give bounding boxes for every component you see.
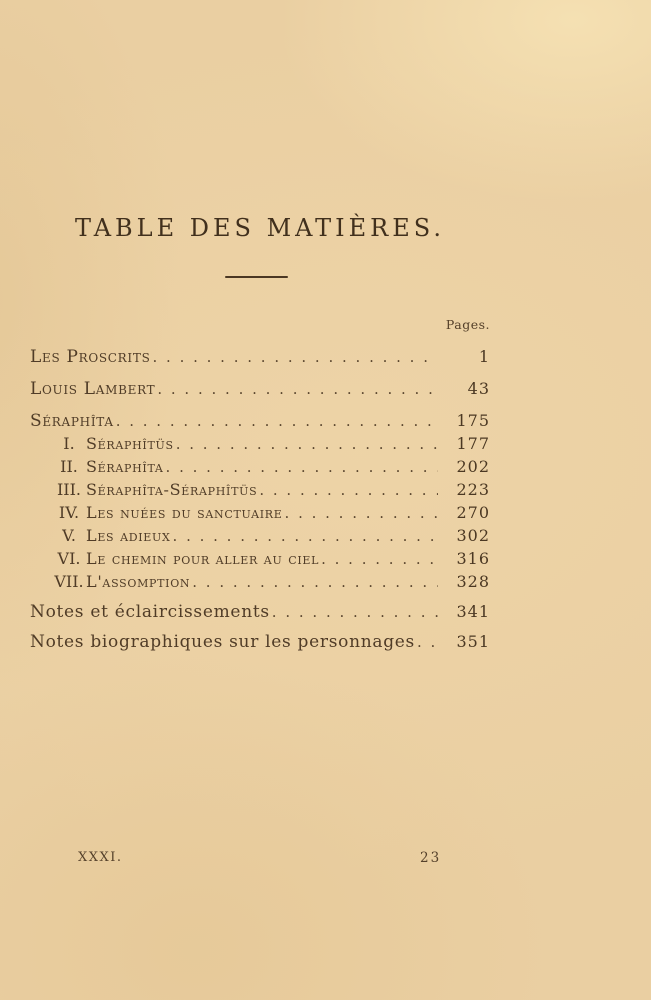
- toc-entry-numeral: II.: [60, 457, 78, 476]
- toc-entry-numeral: IV.: [58, 503, 80, 522]
- toc-entry-label: Les nuées du sanctuaire: [86, 503, 283, 522]
- toc-entry-label: Le chemin pour aller au ciel: [86, 549, 320, 568]
- toc-entry-label: Séraphîta: [86, 457, 164, 476]
- toc-entry: [30, 378, 490, 400]
- toc-leader-dots: [272, 601, 438, 623]
- toc-entry-page: 177: [456, 434, 490, 453]
- toc-entry: [30, 433, 490, 455]
- toc-entry-page: 1: [478, 347, 490, 366]
- toc-leader-dots: [176, 433, 438, 455]
- toc-entry-label: Les Proscrits: [30, 347, 151, 367]
- toc-leader-dots: [173, 525, 438, 547]
- toc-leader-dots: [166, 456, 438, 478]
- toc-entry-numeral: III.: [56, 480, 82, 499]
- toc-entry-numeral: I.: [63, 434, 75, 453]
- toc-entry: [30, 346, 490, 368]
- toc-entry: [30, 502, 490, 524]
- toc-leader-dots: [153, 346, 439, 368]
- toc-entry-label: Séraphîta-Séraphîtüs: [86, 480, 258, 499]
- toc-entry-numeral: VI.: [57, 549, 81, 568]
- toc-entry-page: 175: [456, 411, 490, 430]
- toc-entry-numeral: VII.: [54, 572, 84, 591]
- toc-entry: [30, 525, 490, 547]
- toc-entry-page: 316: [456, 549, 490, 568]
- toc-leader-dots: [116, 410, 438, 432]
- toc-entry-label: Les adieux: [86, 526, 171, 545]
- toc-entry: [30, 571, 490, 593]
- toc-entry: [30, 479, 490, 501]
- toc-entry: [30, 631, 490, 653]
- toc-entry-page: 351: [456, 632, 490, 651]
- toc-entry-page: 223: [456, 480, 490, 499]
- toc-entry-label: Louis Lambert: [30, 379, 156, 399]
- volume-number: XXXI.: [78, 850, 123, 865]
- toc-entry-label: Séraphîtüs: [86, 434, 174, 453]
- toc-entry-label: L'assomption: [86, 572, 191, 591]
- toc-entry-page: 202: [456, 457, 490, 476]
- toc-leader-dots: [321, 548, 438, 570]
- page-title: TABLE DES MATIÈRES.: [75, 214, 445, 242]
- toc-entry: [30, 548, 490, 570]
- toc-leader-dots: [157, 378, 438, 400]
- toc-leader-dots: [259, 479, 438, 501]
- toc-entry-page: 43: [467, 379, 490, 398]
- toc-entry-page: 341: [456, 602, 490, 621]
- toc-entry-numeral: V.: [62, 526, 76, 545]
- toc-entry: [30, 601, 490, 623]
- toc-entry-label: Séraphîta: [30, 411, 114, 431]
- toc-entry-page: 328: [456, 572, 490, 591]
- signature-number: 23: [420, 850, 442, 866]
- title-divider-rule: [225, 276, 288, 278]
- toc-entry: [30, 456, 490, 478]
- toc-leader-dots: [285, 502, 438, 524]
- toc-entry-label: Notes biographiques sur les personnages: [30, 632, 415, 652]
- toc-entry-list: [30, 336, 490, 653]
- toc-entry-page: 302: [456, 526, 490, 545]
- toc-leader-dots: [417, 631, 438, 653]
- pages-column-header: Pages.: [445, 317, 490, 332]
- toc-leader-dots: [192, 571, 438, 593]
- toc-entry: [30, 410, 490, 432]
- toc-entry-page: 270: [456, 503, 490, 522]
- toc-entry-label: Notes et éclaircissements: [30, 602, 270, 622]
